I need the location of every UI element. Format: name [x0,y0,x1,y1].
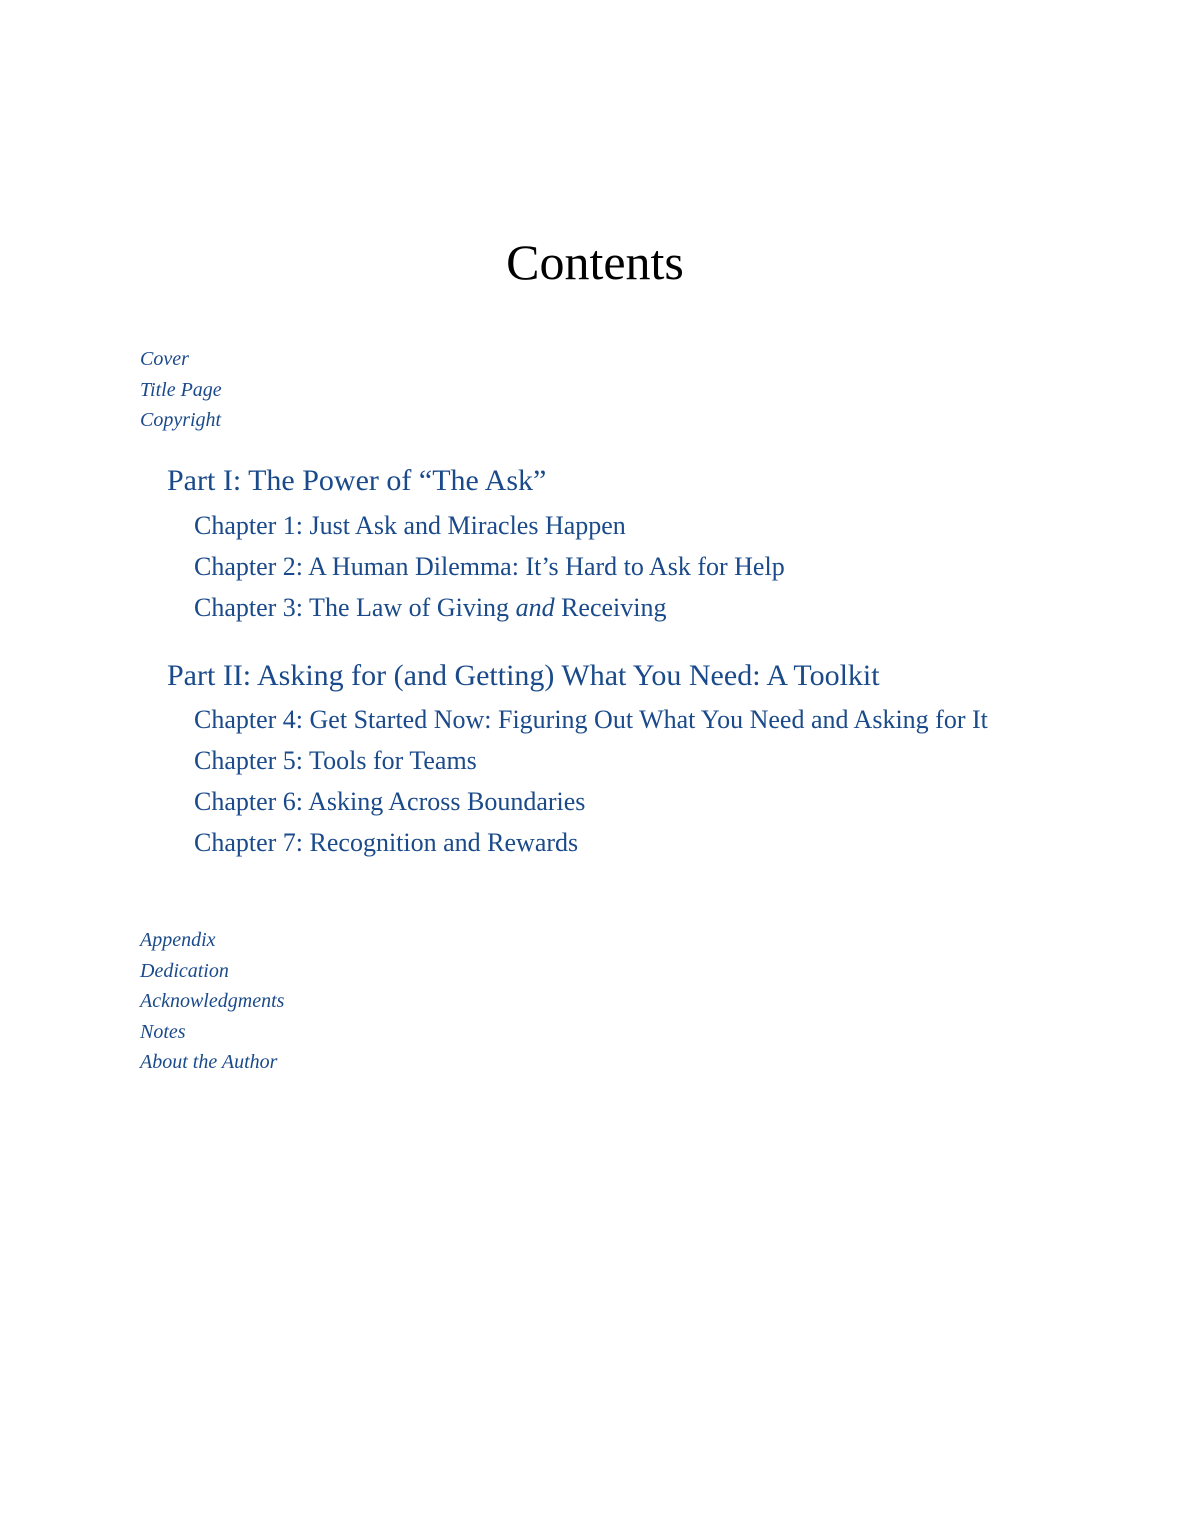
toc-link-chapter-2[interactable] [194,550,1044,583]
toc-link-appendix[interactable]: Appendix [140,929,216,951]
toc-link-copyright[interactable]: Copyright [140,409,222,431]
toc-link-about-the-author[interactable]: About the Author [140,1051,278,1073]
chapter-title: Chapter 6: Asking Across Boundaries [194,787,586,816]
toc-link-chapter-5[interactable] [194,744,1044,777]
chapter-title-emphasis: and [515,593,555,622]
toc-link-part-1[interactable]: Part I: The Power of “The Ask” [167,464,547,497]
chapter-title: Chapter 7: Recognition and Rewards [194,828,579,857]
toc-link-chapter-3[interactable] [194,591,1044,624]
back-matter-list [140,925,540,1078]
chapter-title: Chapter 2: A Human Dilemma: It’s Hard to Ask for Help [194,552,785,581]
toc-link-notes[interactable]: Notes [140,1020,186,1043]
part-1-chapter-list [194,509,1044,632]
chapter-title-end: Receiving [554,593,667,622]
chapter-title: Chapter 4: Get Started Now: Figuring Out What You Need and Asking for It [194,705,988,734]
toc-link-dedication[interactable]: Dedication [140,959,229,982]
part-2-chapter-list [194,703,1044,867]
toc-link-chapter-6[interactable] [194,785,1044,818]
toc-link-acknowledgments[interactable]: Acknowledgments [140,990,285,1012]
toc-link-chapter-1[interactable] [194,509,1044,542]
toc-link-cover[interactable]: Cover [140,348,189,370]
toc-link-part-2[interactable]: Part II: Asking for (and Getting) What You Need: A Toolkit [167,659,880,692]
toc-link-title-page[interactable]: Title Page [140,378,222,401]
toc-link-chapter-7[interactable] [194,826,1044,859]
chapter-title: Chapter 1: Just Ask and Miracles Happen [194,511,626,540]
chapter-title-start: Chapter 3: The Law of Giving [194,593,516,622]
toc-link-chapter-4[interactable] [194,703,1044,736]
front-matter-list [140,344,540,436]
chapter-title: Chapter 5: Tools for Teams [194,746,477,775]
page-title: Contents [506,234,684,290]
